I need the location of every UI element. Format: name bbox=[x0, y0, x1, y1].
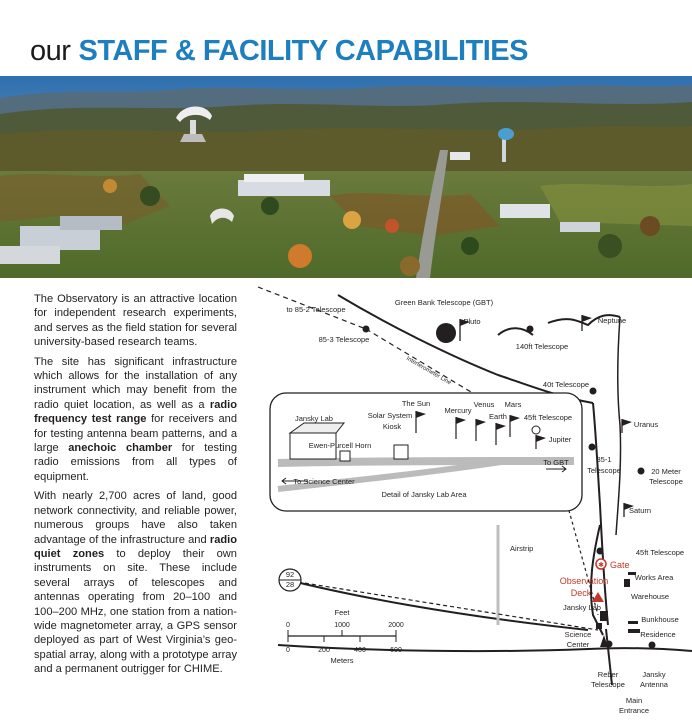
hero-banner bbox=[0, 0, 692, 278]
label-jansky-lab: Jansky Lab bbox=[563, 603, 601, 612]
label-main-entrance-line-1: Main bbox=[625, 696, 643, 705]
label-gbt: Green Bank Telescope (GBT) bbox=[394, 298, 494, 307]
residence-building bbox=[628, 629, 640, 633]
intro-text bbox=[34, 292, 237, 682]
label-reber-line-2: Telescope bbox=[591, 680, 625, 689]
label-pluto: Pluto bbox=[463, 317, 481, 326]
label-science-center-line-1: Science bbox=[564, 630, 592, 639]
label-warehouse: Warehouse bbox=[630, 592, 670, 601]
p2-text-d: for testing radio emissions from all types of equipment. bbox=[34, 442, 237, 483]
label-science-center-line-2: Center bbox=[566, 640, 590, 649]
svg-text:✱: ✱ bbox=[598, 562, 604, 569]
site-map bbox=[248, 285, 692, 720]
title-main: STAFF & FACILITY CAPABILITIES bbox=[78, 35, 528, 67]
scale-m-tick-0: 0 bbox=[286, 647, 290, 654]
scale-m-tick-3: 600 bbox=[390, 647, 402, 654]
observation-deck-icon bbox=[592, 592, 604, 602]
science-center-building bbox=[596, 623, 602, 629]
label-85-1-line-2: Telescope bbox=[587, 466, 621, 475]
label-neptune: Neptune bbox=[597, 316, 627, 325]
label-140ft-telescope: 140ft Telescope bbox=[515, 342, 569, 351]
detail-to-gbt-label: To GBT bbox=[543, 458, 569, 467]
jansky-lab-building bbox=[600, 611, 608, 621]
label-85-3-telescope: 85-3 Telescope bbox=[318, 335, 370, 344]
label-20m-line-2: Telescope bbox=[649, 477, 683, 486]
detail-the-sun-label: The Sun bbox=[401, 399, 431, 408]
detail-jansky-lab-label: Jansky Lab bbox=[295, 414, 333, 423]
scale-m-tick-1: 200 bbox=[318, 647, 330, 654]
scale-bar bbox=[286, 608, 404, 665]
telescope-85-3-dot bbox=[363, 326, 370, 333]
label-to-85-2-telescope: to 85-2 Telescope bbox=[286, 305, 346, 314]
detail-solar-system-label-1: Solar System bbox=[367, 411, 413, 420]
label-gate: Gate bbox=[610, 560, 630, 570]
detail-caption: Detail of Jansky Lab Area bbox=[381, 490, 467, 499]
label-45ft-telescope: 45ft Telescope bbox=[635, 548, 685, 557]
route-number-top: 92 bbox=[285, 570, 295, 579]
detail-earth-label: Earth bbox=[489, 412, 507, 421]
p2-text-c: for receivers and for testing antenna beam patterns, and a large bbox=[34, 413, 237, 455]
telescope-45ft-dot bbox=[597, 548, 604, 555]
scale-ft-tick-2: 2000 bbox=[388, 622, 404, 629]
label-uranus: Uranus bbox=[633, 420, 659, 429]
intro-paragraph-1: The Observatory is an attractive location for independent research experiments, and serves as the field station for several university-based research teams. bbox=[34, 293, 237, 349]
scale-ft-tick-1: 1000 bbox=[334, 622, 350, 629]
detail-solar-system-label-2: Kiosk bbox=[382, 422, 402, 431]
label-85-1-line-1: 85-1 bbox=[596, 455, 612, 464]
observatory-aerial-photo bbox=[0, 76, 692, 278]
label-interferometer-line: Interferometer Line bbox=[405, 355, 452, 387]
detail-venus-label: Venus bbox=[473, 400, 495, 409]
highlight-anechoic-chamber: anechoic chamber bbox=[68, 442, 173, 455]
road-entrance bbox=[278, 645, 692, 651]
scale-ft-tick-0: 0 bbox=[286, 622, 290, 629]
scale-m-tick-2: 400 bbox=[354, 647, 366, 654]
flag-uranus-icon bbox=[622, 419, 632, 433]
highlight-radio-quiet-zones: radio quiet zones bbox=[34, 533, 237, 560]
scale-feet-label: Feet bbox=[334, 608, 350, 617]
label-works-area: Works Area bbox=[634, 573, 674, 582]
p2-text-a: The site has significant infrastructure which allows for the installation of any instrument which may benefit from the radio quiet location, as well as a bbox=[34, 355, 237, 411]
label-20m-line-1: 20 Meter bbox=[651, 467, 681, 476]
label-jansky-antenna-line-1: Jansky bbox=[642, 670, 666, 679]
route-number-bottom: 28 bbox=[285, 580, 295, 589]
jansky-lab-detail-inset bbox=[270, 393, 582, 511]
detail-mercury-label: Mercury bbox=[444, 406, 472, 415]
detail-mars-label: Mars bbox=[504, 400, 522, 409]
intro-paragraph-2 bbox=[34, 355, 237, 485]
jansky-antenna-dot bbox=[649, 642, 656, 649]
telescope-40t-dot bbox=[590, 388, 597, 395]
warehouse-building bbox=[624, 579, 630, 587]
telescope-20m-dot bbox=[638, 468, 645, 475]
p3-text-c: to deploy their own instruments on site. These include several arrays of telescopes and antennas operating from 20–100 and 100–200 MHz, one station from a nation-wide magnetometer array, a GPS sensor deployed as part of West Virginia’s geo-spatial array, along with a prototype array and a permanent outrigger for CHIME. bbox=[34, 547, 237, 676]
scale-meters-label: Meters bbox=[330, 656, 354, 665]
highlight-rf-test-range: radio frequency test range bbox=[34, 398, 237, 426]
road-east bbox=[616, 317, 621, 535]
road-main-north-south bbox=[593, 403, 608, 625]
detail-45ft-telescope-label: 45ft Telescope bbox=[523, 413, 573, 422]
telescope-140ft-dot bbox=[527, 326, 534, 333]
detail-ewen-purcell-horn-label: Ewen-Purcell Horn bbox=[308, 441, 372, 450]
p3-text-a: With nearly 2,700 acres of land, good network connectivity, and reliable power, numerous groups have also taken advantage of the infrastructure and bbox=[34, 490, 237, 546]
label-airstrip: Airstrip bbox=[510, 544, 534, 553]
label-observation-deck-line-2: Deck bbox=[570, 588, 592, 598]
label-residence: Residence bbox=[640, 630, 676, 639]
bunkhouse-building bbox=[628, 621, 638, 624]
label-40t-telescope: 40t Telescope bbox=[542, 380, 590, 389]
detail-to-science-center-label: To Science Center bbox=[293, 477, 355, 486]
label-saturn: Saturn bbox=[628, 506, 652, 515]
label-observation-deck-line-1: Observation bbox=[559, 576, 609, 586]
route-shield-icon bbox=[279, 569, 301, 591]
gate-icon bbox=[596, 559, 606, 569]
intro-paragraph-3 bbox=[34, 489, 237, 676]
title-prefix: our bbox=[30, 35, 71, 67]
label-bunkhouse: Bunkhouse bbox=[641, 615, 679, 624]
label-jansky-antenna-line-2: Antenna bbox=[640, 680, 668, 689]
label-main-entrance-line-2: Entrance bbox=[618, 706, 650, 715]
page-title bbox=[30, 34, 528, 68]
telescope-85-1-dot bbox=[589, 444, 596, 451]
detail-jupiter-label: Jupiter bbox=[548, 435, 572, 444]
label-reber-line-1: Reber bbox=[597, 670, 619, 679]
gbt-dish-icon bbox=[436, 323, 456, 343]
